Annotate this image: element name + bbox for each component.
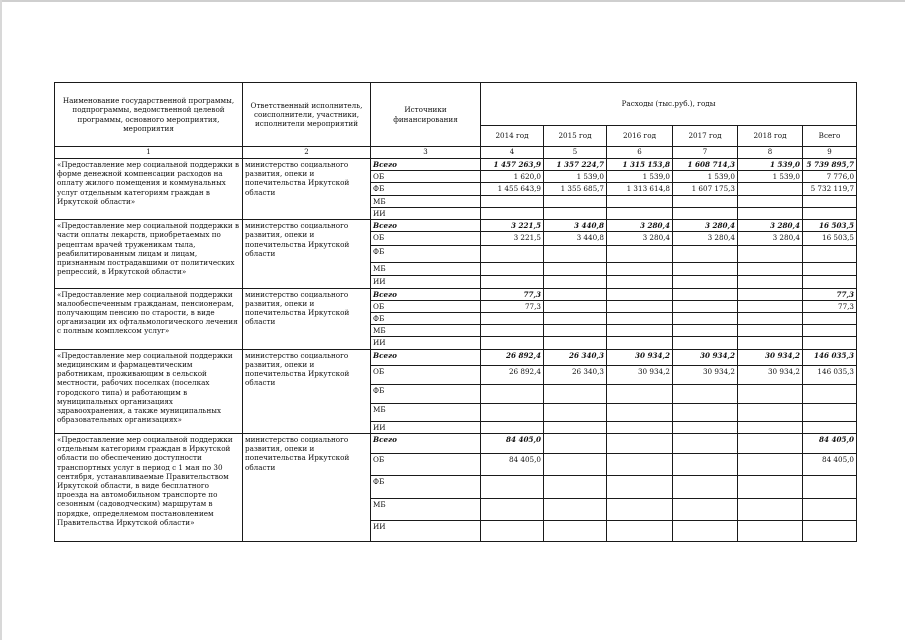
- year-value-cell: [481, 325, 544, 337]
- year-value-cell: [607, 288, 673, 300]
- header-year: 2017 год: [673, 126, 738, 147]
- total-value-cell: [803, 475, 857, 498]
- year-value-cell: [738, 288, 803, 300]
- year-value-cell: [673, 325, 738, 337]
- year-value-cell: [673, 421, 738, 433]
- executor-name: министерство социального развития, опеки и попечительства Иркутской области: [243, 433, 371, 541]
- year-value-cell: [607, 421, 673, 433]
- funding-source: ИИ: [371, 421, 481, 433]
- year-value-cell: [544, 433, 607, 453]
- header-total: Всего: [803, 126, 857, 147]
- scan-edge: [0, 0, 2, 640]
- year-value-cell: 30 934,2: [607, 365, 673, 384]
- total-value-cell: 77,3: [803, 288, 857, 300]
- year-value-cell: [738, 312, 803, 324]
- funding-source: ОБ: [371, 365, 481, 384]
- year-value-cell: 3 221,5: [481, 232, 544, 246]
- year-value-cell: [544, 403, 607, 421]
- funding-source: ФБ: [371, 312, 481, 324]
- year-value-cell: 30 934,2: [607, 349, 673, 365]
- year-value-cell: 30 934,2: [673, 365, 738, 384]
- year-value-cell: 1 539,0: [544, 171, 607, 183]
- executor-name: министерство социального развития, опеки и попечительства Иркутской области: [243, 220, 371, 288]
- year-value-cell: 1 357 224,7: [544, 159, 607, 171]
- year-value-cell: [673, 498, 738, 520]
- year-value-cell: 1 457 263,9: [481, 159, 544, 171]
- year-value-cell: [544, 207, 607, 219]
- header-expenses: Расходы (тыс.руб.), годы: [481, 83, 857, 126]
- column-number: 8: [738, 147, 803, 159]
- year-value-cell: [607, 276, 673, 288]
- year-value-cell: [607, 300, 673, 312]
- year-value-cell: [607, 498, 673, 520]
- header-year: 2016 год: [607, 126, 673, 147]
- total-value-cell: 5 732 119,7: [803, 183, 857, 195]
- funding-source: МБ: [371, 498, 481, 520]
- funding-source: ФБ: [371, 183, 481, 195]
- year-value-cell: [544, 498, 607, 520]
- year-value-cell: 84 405,0: [481, 453, 544, 475]
- year-value-cell: [607, 475, 673, 498]
- total-value-cell: [803, 207, 857, 219]
- year-value-cell: [481, 384, 544, 403]
- total-value-cell: [803, 195, 857, 207]
- year-value-cell: [738, 433, 803, 453]
- funding-source: Всего: [371, 159, 481, 171]
- total-value-cell: [803, 263, 857, 276]
- year-value-cell: [481, 276, 544, 288]
- year-value-cell: 1 355 685,7: [544, 183, 607, 195]
- funding-source: ИИ: [371, 520, 481, 541]
- total-value-cell: [803, 312, 857, 324]
- year-value-cell: 1 455 643,9: [481, 183, 544, 195]
- year-value-cell: [738, 207, 803, 219]
- header-sources: Источники финансирования: [371, 83, 481, 147]
- year-value-cell: [481, 263, 544, 276]
- year-value-cell: 84 405,0: [481, 433, 544, 453]
- year-value-cell: [673, 246, 738, 263]
- year-value-cell: [544, 384, 607, 403]
- scan-edge: [0, 0, 905, 2]
- funding-source: МБ: [371, 325, 481, 337]
- year-value-cell: [607, 433, 673, 453]
- year-value-cell: [673, 520, 738, 541]
- expenses-table: [54, 82, 857, 542]
- year-value-cell: [544, 276, 607, 288]
- year-value-cell: [544, 453, 607, 475]
- year-value-cell: [607, 325, 673, 337]
- year-value-cell: 1 539,0: [738, 171, 803, 183]
- header-program: Наименование государственной программы, подпрограммы, ведомственной целевой программы, основного мероприятия, мероприятия: [55, 83, 243, 147]
- year-value-cell: [738, 300, 803, 312]
- year-value-cell: 1 607 175,3: [673, 183, 738, 195]
- header-year: 2018 год: [738, 126, 803, 147]
- total-value-cell: 7 776,0: [803, 171, 857, 183]
- year-value-cell: [544, 246, 607, 263]
- funding-source: ОБ: [371, 171, 481, 183]
- year-value-cell: [607, 246, 673, 263]
- year-value-cell: [544, 195, 607, 207]
- header-year: 2015 год: [544, 126, 607, 147]
- header-executor: Ответственный исполнитель, соисполнители, участники, исполнители мероприятий: [243, 83, 371, 147]
- year-value-cell: [738, 325, 803, 337]
- column-number: 7: [673, 147, 738, 159]
- year-value-cell: [738, 276, 803, 288]
- year-value-cell: [738, 337, 803, 349]
- year-value-cell: [738, 263, 803, 276]
- column-number: 1: [55, 147, 243, 159]
- year-value-cell: 77,3: [481, 300, 544, 312]
- year-value-cell: 3 280,4: [738, 220, 803, 232]
- year-value-cell: [544, 421, 607, 433]
- year-value-cell: [481, 195, 544, 207]
- year-value-cell: [738, 520, 803, 541]
- year-value-cell: 30 934,2: [738, 349, 803, 365]
- executor-name: министерство социального развития, опеки и попечительства Иркутской области: [243, 159, 371, 220]
- year-value-cell: 26 892,4: [481, 349, 544, 365]
- table-body: [55, 159, 857, 542]
- funding-source: ОБ: [371, 300, 481, 312]
- total-value-cell: 146 035,3: [803, 365, 857, 384]
- year-value-cell: 26 892,4: [481, 365, 544, 384]
- total-value-cell: [803, 337, 857, 349]
- year-value-cell: [544, 312, 607, 324]
- funding-source: ИИ: [371, 207, 481, 219]
- year-value-cell: [673, 384, 738, 403]
- funding-source: Всего: [371, 288, 481, 300]
- column-number: 3: [371, 147, 481, 159]
- column-number: 4: [481, 147, 544, 159]
- total-value-cell: [803, 325, 857, 337]
- total-value-cell: 5 739 895,7: [803, 159, 857, 171]
- column-number: 9: [803, 147, 857, 159]
- year-value-cell: [673, 288, 738, 300]
- column-number: 6: [607, 147, 673, 159]
- year-value-cell: 3 280,4: [673, 220, 738, 232]
- year-value-cell: [673, 312, 738, 324]
- program-name: «Предоставление мер социальной поддержки отдельным категориям граждан в Иркутской области по обеспечению доступности транспортных услуг в период с 1 мая по 30 сентября, устанавливаемые Правительством Иркутской области, в виде бесплатного проезда на автомобильном транспорте по сезонным (садоводческим) маршрутам в порядке, определяемом постановлением Правительства Иркутской области»: [55, 433, 243, 541]
- year-value-cell: [481, 498, 544, 520]
- total-value-cell: 146 035,3: [803, 349, 857, 365]
- year-value-cell: [738, 183, 803, 195]
- funding-source: ФБ: [371, 246, 481, 263]
- year-value-cell: [738, 421, 803, 433]
- year-value-cell: [481, 337, 544, 349]
- year-value-cell: 1 620,0: [481, 171, 544, 183]
- year-value-cell: [738, 384, 803, 403]
- year-value-cell: [481, 421, 544, 433]
- year-value-cell: [738, 498, 803, 520]
- year-value-cell: [738, 475, 803, 498]
- year-value-cell: 3 440,8: [544, 220, 607, 232]
- year-value-cell: [607, 403, 673, 421]
- total-value-cell: [803, 421, 857, 433]
- year-value-cell: [673, 475, 738, 498]
- year-value-cell: 30 934,2: [738, 365, 803, 384]
- year-value-cell: [738, 195, 803, 207]
- total-value-cell: [803, 403, 857, 421]
- year-value-cell: [673, 276, 738, 288]
- funding-source: ОБ: [371, 232, 481, 246]
- year-value-cell: 1 539,0: [607, 171, 673, 183]
- funding-source: ИИ: [371, 337, 481, 349]
- total-value-cell: 77,3: [803, 300, 857, 312]
- year-value-cell: [607, 207, 673, 219]
- year-value-cell: [481, 520, 544, 541]
- year-value-cell: [607, 453, 673, 475]
- year-value-cell: [544, 520, 607, 541]
- total-value-cell: [803, 520, 857, 541]
- table-row: [55, 159, 857, 171]
- executor-name: министерство социального развития, опеки и попечительства Иркутской области: [243, 288, 371, 349]
- year-value-cell: 3 280,4: [607, 232, 673, 246]
- year-value-cell: 1 608 714,3: [673, 159, 738, 171]
- funding-source: МБ: [371, 195, 481, 207]
- year-value-cell: [544, 337, 607, 349]
- year-value-cell: [544, 325, 607, 337]
- year-value-cell: 3 440,8: [544, 232, 607, 246]
- total-value-cell: 16 503,5: [803, 220, 857, 232]
- column-number: 2: [243, 147, 371, 159]
- year-value-cell: 77,3: [481, 288, 544, 300]
- table-row: [55, 288, 857, 300]
- funding-source: ФБ: [371, 384, 481, 403]
- year-value-cell: [544, 288, 607, 300]
- year-value-cell: 1 539,0: [738, 159, 803, 171]
- total-value-cell: 84 405,0: [803, 453, 857, 475]
- funding-source: ОБ: [371, 453, 481, 475]
- funding-source: ФБ: [371, 475, 481, 498]
- year-value-cell: [607, 263, 673, 276]
- year-value-cell: 1 539,0: [673, 171, 738, 183]
- year-value-cell: [673, 453, 738, 475]
- total-value-cell: [803, 246, 857, 263]
- column-number: 5: [544, 147, 607, 159]
- year-value-cell: [481, 312, 544, 324]
- year-value-cell: [481, 246, 544, 263]
- year-value-cell: [607, 195, 673, 207]
- program-name: «Предоставление мер социальной поддержки в части оплаты лекарств, приобретаемых по рецептам врачей труженикам тыла, реабилитированным лицам и лицам, признанным пострадавшими от политических репрессий, в Иркутской области»: [55, 220, 243, 288]
- funding-source: Всего: [371, 220, 481, 232]
- program-name: «Предоставление мер социальной поддержки медицинским и фармацевтическим работникам, проживающим в сельской местности, рабочих поселках (поселках городского типа) и работающим в муниципальных организациях здравоохранения, а также муниципальных образовательных организациях»: [55, 349, 243, 433]
- funding-source: МБ: [371, 263, 481, 276]
- year-value-cell: [738, 453, 803, 475]
- year-value-cell: [607, 312, 673, 324]
- total-value-cell: 16 503,5: [803, 232, 857, 246]
- year-value-cell: [673, 403, 738, 421]
- year-value-cell: [673, 337, 738, 349]
- year-value-cell: [481, 475, 544, 498]
- year-value-cell: [607, 337, 673, 349]
- header-year: 2014 год: [481, 126, 544, 147]
- table-row: [55, 349, 857, 365]
- year-value-cell: [673, 207, 738, 219]
- year-value-cell: [607, 384, 673, 403]
- funding-source: Всего: [371, 433, 481, 453]
- total-value-cell: [803, 276, 857, 288]
- year-value-cell: 3 280,4: [673, 232, 738, 246]
- year-value-cell: 3 280,4: [738, 232, 803, 246]
- funding-source: ИИ: [371, 276, 481, 288]
- total-value-cell: [803, 384, 857, 403]
- year-value-cell: [544, 475, 607, 498]
- year-value-cell: [673, 263, 738, 276]
- year-value-cell: 30 934,2: [673, 349, 738, 365]
- program-name: «Предоставление мер социальной поддержки в форме денежной компенсации расходов на оплату жилого помещения и коммунальных услуг отдельным категориям граждан в Иркутской области»: [55, 159, 243, 220]
- year-value-cell: [544, 300, 607, 312]
- year-value-cell: [544, 263, 607, 276]
- year-value-cell: 1 315 153,8: [607, 159, 673, 171]
- year-value-cell: 3 221,5: [481, 220, 544, 232]
- table-row: [55, 433, 857, 453]
- year-value-cell: 3 280,4: [607, 220, 673, 232]
- year-value-cell: [673, 300, 738, 312]
- table-row: [55, 220, 857, 232]
- total-value-cell: [803, 498, 857, 520]
- year-value-cell: [607, 520, 673, 541]
- year-value-cell: [673, 433, 738, 453]
- program-name: «Предоставление мер социальной поддержки малообеспеченным гражданам, пенсионерам, получающим пенсию по старости, в виде организации их офтальмологического лечения с полным комплексом услуг»: [55, 288, 243, 349]
- funding-source: Всего: [371, 349, 481, 365]
- year-value-cell: 26 340,3: [544, 365, 607, 384]
- year-value-cell: [481, 403, 544, 421]
- funding-source: МБ: [371, 403, 481, 421]
- year-value-cell: [738, 246, 803, 263]
- total-value-cell: 84 405,0: [803, 433, 857, 453]
- year-value-cell: [481, 207, 544, 219]
- year-value-cell: 26 340,3: [544, 349, 607, 365]
- year-value-cell: [738, 403, 803, 421]
- year-value-cell: [673, 195, 738, 207]
- year-value-cell: 1 313 614,8: [607, 183, 673, 195]
- executor-name: министерство социального развития, опеки и попечительства Иркутской области: [243, 349, 371, 433]
